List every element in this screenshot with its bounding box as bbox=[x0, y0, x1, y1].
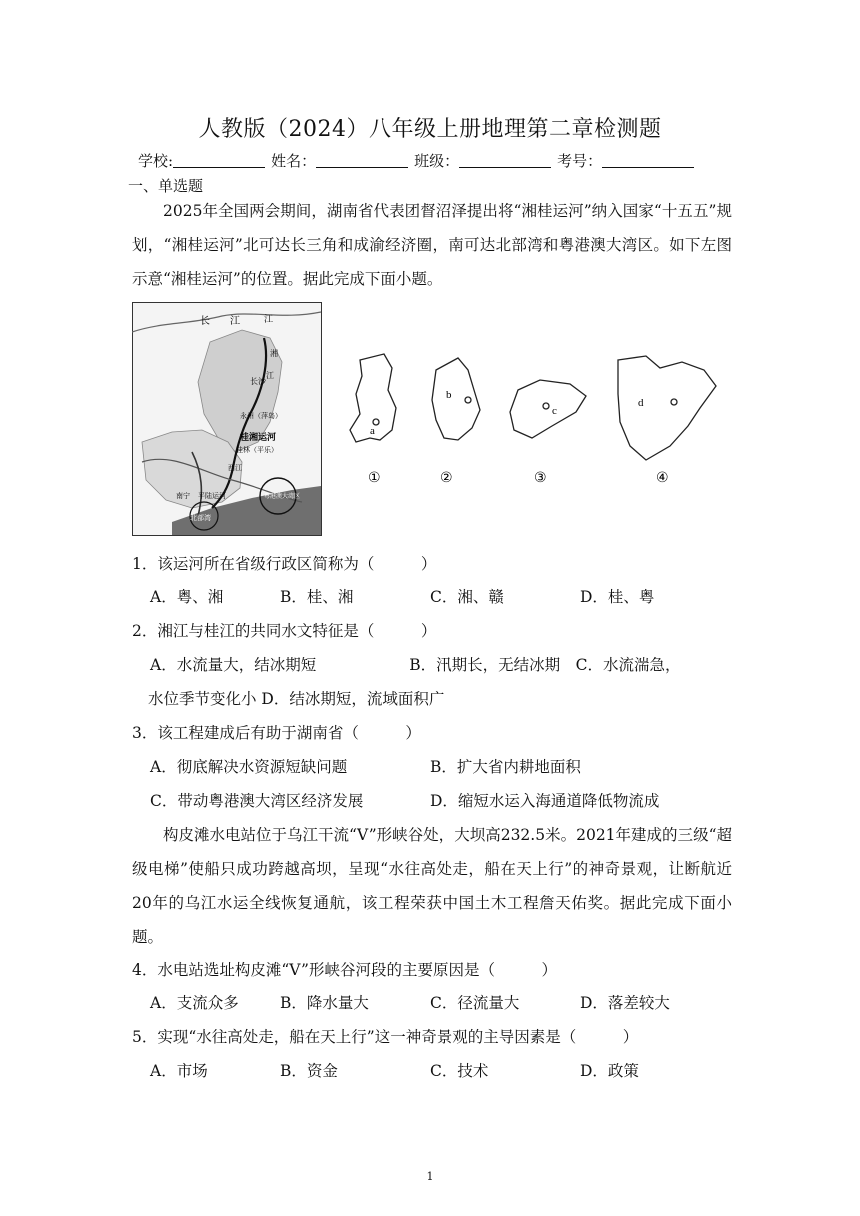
school-blank bbox=[173, 153, 265, 168]
q3-option-d[interactable]: D．缩短水运入海通道降低物流成 bbox=[430, 792, 660, 810]
question-4-stem: 4．水电站选址构皮滩“V”形峡谷河段的主要原因是（ ） bbox=[132, 961, 557, 979]
map-label: 江 bbox=[230, 316, 240, 327]
page-number: 1 bbox=[426, 1170, 434, 1183]
map-label: 湘 bbox=[270, 349, 278, 358]
question-5-stem: 5．实现“水往高处走，船在天上行”这一神奇景观的主导因素是（ ） bbox=[132, 1028, 639, 1046]
q3-option-c[interactable]: C．带动粤港澳大湾区经济发展 bbox=[150, 792, 364, 810]
province-2-outline bbox=[432, 358, 480, 440]
province-letter-label: b bbox=[446, 389, 452, 401]
q4-option-d[interactable]: D．落差较大 bbox=[580, 994, 670, 1012]
province-number-label: ① bbox=[368, 470, 381, 486]
student-info-line bbox=[138, 150, 738, 171]
map-label: 西江 bbox=[228, 464, 242, 472]
province-3-outline bbox=[510, 380, 586, 438]
map-label: 长沙 bbox=[250, 377, 266, 386]
q4-option-b[interactable]: B．降水量大 bbox=[280, 994, 369, 1012]
q4-option-a[interactable]: A．支流众多 bbox=[150, 994, 239, 1012]
exam-number-blank bbox=[602, 153, 694, 168]
class-label: 班级： bbox=[414, 152, 460, 170]
q3-option-a[interactable]: A．彻底解决水资源短缺问题 bbox=[150, 758, 348, 776]
q2-options-line-2[interactable]: 水位季节变化小 D．结冰期短，流域面积广 bbox=[148, 690, 445, 708]
map-label: 江 bbox=[264, 314, 274, 324]
map-label: 永州（萍岛） bbox=[240, 412, 282, 420]
q2-options-line-1[interactable]: A．水流量大，结冰期短 B．汛期长，无结冰期 C．水流湍急， bbox=[150, 656, 681, 674]
map-label: 桂林（平乐） bbox=[236, 446, 278, 454]
province-number-label: ③ bbox=[534, 470, 547, 486]
q1-option-d[interactable]: D．桂、粤 bbox=[580, 588, 655, 606]
q4-option-c[interactable]: C．径流量大 bbox=[430, 994, 520, 1012]
province-letter-label: a bbox=[370, 425, 375, 437]
question-2-stem: 2．湘江与桂江的共同水文特征是（ ） bbox=[132, 622, 437, 640]
q3-option-b[interactable]: B．扩大省内耕地面积 bbox=[430, 758, 581, 776]
canal-location-map bbox=[132, 302, 322, 536]
q5-option-b[interactable]: B．资金 bbox=[280, 1062, 338, 1080]
q1-option-b[interactable]: B．桂、湘 bbox=[280, 588, 354, 606]
map-label: 平陆运河 bbox=[198, 492, 226, 500]
map-label: 南宁 bbox=[176, 492, 190, 500]
map-label: 长 bbox=[200, 316, 210, 327]
q1-option-a[interactable]: A．粤、湘 bbox=[150, 588, 224, 606]
name-label: 姓名： bbox=[271, 152, 317, 170]
province-number-label: ② bbox=[440, 470, 453, 486]
q5-option-a[interactable]: A．市场 bbox=[150, 1062, 208, 1080]
q5-option-c[interactable]: C．技术 bbox=[430, 1062, 489, 1080]
province-letter-label: c bbox=[552, 405, 557, 417]
province-outlines bbox=[340, 350, 730, 490]
map-label: 粤港澳大湾区 bbox=[264, 494, 301, 500]
school-label: 学校: bbox=[138, 152, 174, 170]
province-4-outline bbox=[618, 356, 716, 460]
section-heading: 一、单选题 bbox=[128, 177, 204, 195]
q1-option-c[interactable]: C．湘、赣 bbox=[430, 588, 504, 606]
exam-number-label: 考号： bbox=[557, 152, 603, 170]
passage-2: 构皮滩水电站位于乌江干流“V”形峡谷处，大坝高232.5米。2021年建成的三级“超级电梯”使船只成功跨越高坝，呈现“水往高处走，船在天上行”的神奇景观，让断航近20年的乌江水运全线恢复通航，该工程荣获中国土木工程詹天佑奖。据此完成下面小题。 bbox=[132, 826, 732, 946]
province-letter-label: d bbox=[638, 397, 644, 409]
page-title: 人教版（2024）八年级上册地理第二章检测题 bbox=[198, 117, 662, 142]
map-label: 桂湘运河 bbox=[240, 432, 277, 442]
q5-option-d[interactable]: D．政策 bbox=[580, 1062, 639, 1080]
province-number-label: ④ bbox=[656, 470, 669, 486]
passage-1: 2025年全国两会期间，湖南省代表团督沼泽提出将“湘桂运河”纳入国家“十五五”规划，“湘桂运河”北可达长三角和成渝经济圈，南可达北部湾和粤港澳大湾区。如下左图示意“湘桂运河”的位置。据此完成下面小题。 bbox=[132, 202, 732, 288]
class-blank bbox=[459, 153, 551, 168]
name-blank bbox=[316, 153, 408, 168]
question-1-stem: 1．该运河所在省级行政区简称为（ ） bbox=[132, 555, 437, 573]
question-3-stem: 3．该工程建成后有助于湖南省（ ） bbox=[132, 724, 421, 742]
map-label: 北部湾 bbox=[190, 514, 211, 522]
map-label: 江 bbox=[266, 371, 274, 380]
